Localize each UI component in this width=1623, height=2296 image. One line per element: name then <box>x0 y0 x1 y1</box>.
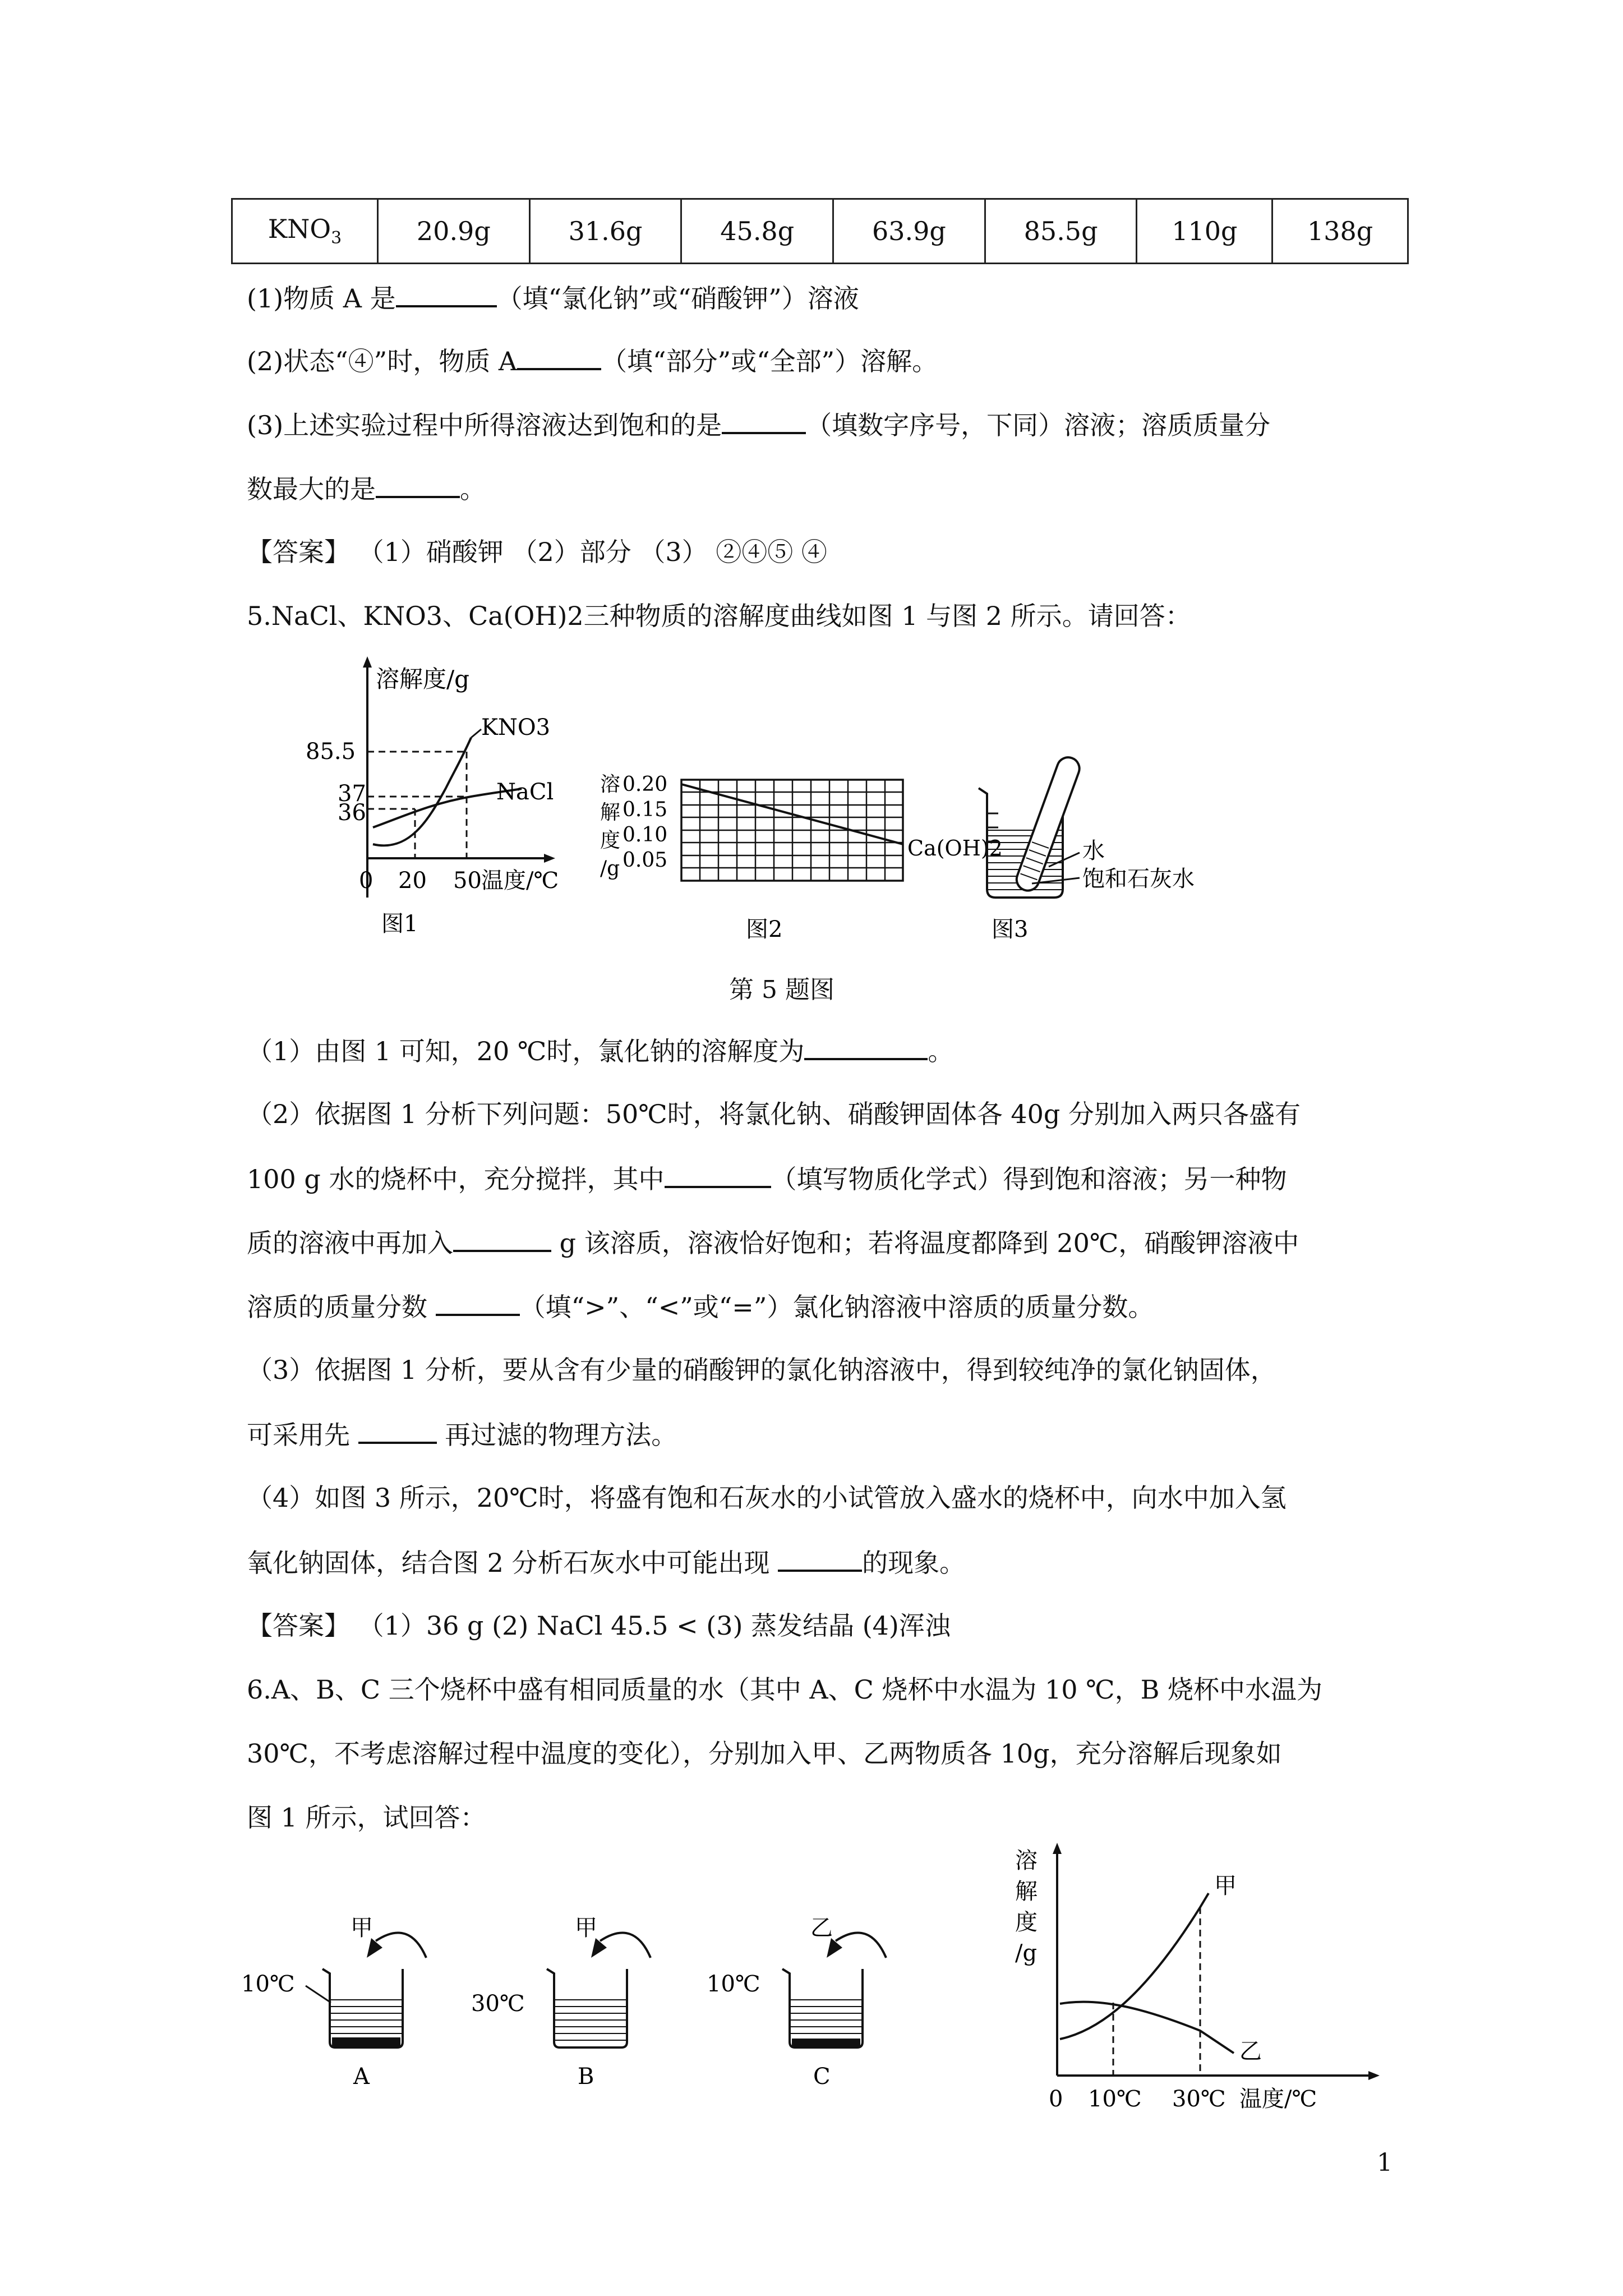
q5-sub3a: （3）依据图 1 分析，要从含有少量的硝酸钾的氯化钠溶液中，得到较纯净的氯化钠固体， <box>247 1355 1276 1385</box>
temp-label: 30℃ <box>471 1991 525 2017</box>
undissolved-solid <box>332 2037 400 2046</box>
xtick: 0 <box>359 868 374 894</box>
q4-answer: 【答案】 （1）硝酸钾 （2）部分 （3） ②④⑤ ④ <box>247 537 827 567</box>
beaker-c <box>701 1907 914 2109</box>
q5-sub4a: （4）如图 3 所示，20℃时，将盛有饱和石灰水的小试管放入盛水的烧杯中，向水中加入氢 <box>247 1483 1287 1513</box>
table-cell: 110g <box>1137 199 1272 264</box>
kno3-label: KNO3 <box>481 715 551 740</box>
svg-text:溶: 溶 <box>1015 1848 1038 1874</box>
q5-stem: 5.NaCl、KNO3、Ca(OH)2三种物质的溶解度曲线如图 1 与图 2 所示。请回答： <box>247 601 1191 631</box>
svg-text:解: 解 <box>1015 1879 1038 1904</box>
fig1-ylabel: 溶解度/g <box>376 665 470 693</box>
svg-text:/g: /g <box>600 857 620 880</box>
svg-text:溶: 溶 <box>600 773 621 796</box>
xtick: 50 <box>453 868 482 894</box>
fig3-caption: 图3 <box>992 917 1029 942</box>
fig1-xlabel: 温度/℃ <box>481 868 559 894</box>
ytick: 0.05 <box>623 849 668 872</box>
substance-label: 甲 <box>351 1915 373 1941</box>
ytick: 36 <box>338 800 366 826</box>
limewater-label: 饱和石灰水 <box>1082 866 1195 892</box>
answer-blank[interactable] <box>517 343 601 370</box>
answer-blank[interactable] <box>453 1225 551 1252</box>
jia-curve <box>1060 1893 1209 2039</box>
svg-text:度: 度 <box>600 829 621 852</box>
beaker-marks <box>987 813 998 841</box>
answer-blank[interactable] <box>396 280 497 307</box>
q5-sub1: （1）由图 1 可知，20 ℃时，氯化钠的溶解度为 。 <box>247 1033 953 1068</box>
xtick: 0 <box>1049 2086 1063 2112</box>
x-axis-arrow <box>544 854 555 863</box>
table-cell: 45.8g <box>681 199 833 264</box>
ytick: 37 <box>338 781 366 807</box>
fig2-caption: 图2 <box>746 917 783 942</box>
table-cell: 20.9g <box>378 199 530 264</box>
q5-sub2b: 100 g 水的烧杯中，充分搅拌，其中 （填写物质化学式）得到饱和溶液；另一种物 <box>247 1161 1287 1196</box>
svg-text:度: 度 <box>1015 1910 1038 1935</box>
q5-sub2a: （2）依据图 1 分析下列问题：50℃时，将氯化钠、硝酸钾固体各 40g 分别加入两只各盛有 <box>247 1099 1301 1129</box>
table-cell: 138g <box>1272 199 1408 264</box>
beaker-a <box>241 1907 454 2109</box>
ytick: 0.20 <box>623 773 668 796</box>
yi-label: 乙 <box>1239 2039 1262 2064</box>
q6-stem-line1: 6.A、B、C 三个烧杯中盛有相同质量的水（其中 A、C 烧杯中水温为 10 ℃，B 烧杯中水温为 <box>247 1674 1323 1705</box>
q4-part3: (3)上述实验过程中所得溶液达到饱和的是 （填数字序号，下同）溶液；溶质质量分 <box>247 407 1270 442</box>
beaker-label: A <box>353 2064 370 2090</box>
table-cell: 85.5g <box>985 199 1137 264</box>
answer-blank[interactable] <box>436 1289 520 1316</box>
answer-blank[interactable] <box>665 1161 771 1188</box>
undissolved-solid <box>792 2039 860 2046</box>
figure-caption: 第 5 题图 <box>729 976 834 1004</box>
fig1-caption: 图1 <box>381 911 418 937</box>
answer-blank[interactable] <box>358 1417 437 1444</box>
fig2-grid <box>681 780 903 881</box>
svg-text:解: 解 <box>600 801 621 824</box>
xtick: 20 <box>398 868 427 894</box>
answer-blank[interactable] <box>778 1545 862 1572</box>
beaker-label: B <box>578 2064 594 2090</box>
answer-blank[interactable] <box>804 1033 928 1060</box>
q5-figure2 <box>600 773 1003 948</box>
q4-part3-cont: 数最大的是 。 <box>247 471 486 506</box>
graph-ylabel <box>1015 1848 1038 1966</box>
answer-blank[interactable] <box>376 471 460 498</box>
water-label: 水 <box>1082 838 1105 864</box>
ytick: 0.10 <box>623 823 668 846</box>
svg-text:/g: /g <box>1015 1940 1038 1966</box>
xtick: 10℃ <box>1088 2086 1142 2112</box>
page-number: 1 <box>1377 2148 1393 2177</box>
nacl-label: NaCl <box>496 779 554 805</box>
jia-label: 甲 <box>1214 1873 1237 1899</box>
solubility-table <box>231 198 1409 264</box>
q6-stem-line2: 30℃，不考虑溶解过程中温度的变化），分别加入甲、乙两物质各 10g，充分溶解后现象如 <box>247 1738 1282 1769</box>
q4-part1: (1)物质 A 是 （填“氯化钠”或“硝酸钾”）溶液 <box>247 280 859 315</box>
q5-sub3b: 可采用先 再过滤的物理方法。 <box>247 1417 677 1452</box>
q5-figure1 <box>303 656 594 948</box>
test-tube <box>1013 754 1082 894</box>
q5-figure3 <box>965 746 1256 948</box>
beaker-label: C <box>813 2064 831 2090</box>
y-axis-arrow <box>363 656 372 668</box>
substance-label: 乙 <box>810 1915 833 1941</box>
q5-sub2d: 溶质的质量分数 （填“>”、“<”或“=”）氯化钠溶液中溶质的质量分数。 <box>247 1289 1154 1324</box>
q5-sub2c: 质的溶液中再加入 g 该溶质，溶液恰好饱和；若将温度都降到 20℃，硝酸钾溶液中 <box>247 1225 1299 1260</box>
table-row-label: $KNO_3$ <box>232 199 378 264</box>
table-row <box>232 199 1408 264</box>
q6-solubility-graph <box>1004 1840 1413 2115</box>
q6-stem-line3: 图 1 所示，试回答： <box>247 1802 486 1833</box>
substance-label: 甲 <box>575 1915 597 1941</box>
temp-label: 10℃ <box>707 1971 760 1997</box>
kno3-curve <box>373 738 471 845</box>
table-cell: 63.9g <box>833 199 985 264</box>
caoh2-label: Ca(OH)2 <box>907 836 1003 861</box>
xtick: 30℃ <box>1172 2086 1226 2112</box>
graph-xlabel: 温度/℃ <box>1239 2086 1317 2112</box>
q5-answer: 【答案】 （1）36 g (2) NaCl 45.5 < (3) 蒸发结晶 (4)浑浊 <box>247 1611 951 1641</box>
table-cell: 31.6g <box>529 199 681 264</box>
q5-sub4b: 氧化钠固体，结合图 2 分析石灰水中可能出现 的现象。 <box>247 1545 965 1580</box>
yi-curve <box>1060 2002 1234 2053</box>
temp-label: 10℃ <box>241 1971 295 1997</box>
q4-part2: (2)状态“④”时，物质 A （填“部分”或“全部”）溶解。 <box>247 343 938 378</box>
answer-blank[interactable] <box>722 407 806 434</box>
ytick: 0.15 <box>623 798 668 821</box>
beaker-b <box>465 1907 679 2109</box>
ytick: 85.5 <box>306 739 356 765</box>
